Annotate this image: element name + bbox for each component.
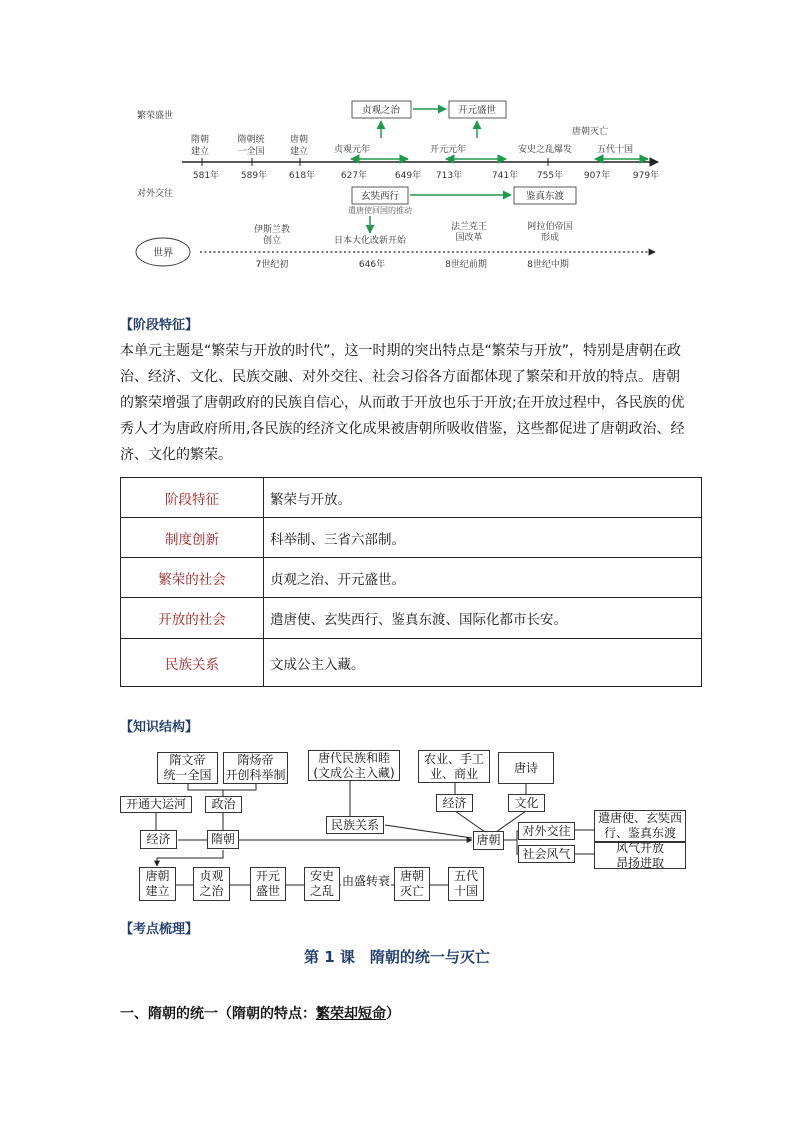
- box-tang: [473, 831, 504, 850]
- world-event-time: 7世纪初: [255, 260, 289, 270]
- decline-label: 由盛转衰: [342, 874, 391, 888]
- world-event-time: 8世纪中期: [527, 260, 569, 270]
- box-ethnic-relations: [326, 816, 384, 834]
- box-canal: [120, 796, 192, 813]
- box-line: 经济: [442, 795, 467, 810]
- table-key: 阶段特征: [121, 478, 264, 518]
- table-value: 贞观之治、开元盛世。: [264, 558, 702, 598]
- box-line: 之乱: [309, 884, 334, 898]
- event-label: 安史之乱爆发: [517, 145, 573, 155]
- box-yangdi: [223, 752, 288, 784]
- box-line: 唐诗: [513, 760, 538, 775]
- event-label: 唐朝: [289, 135, 309, 145]
- section-subheading: [120, 1003, 400, 1023]
- event-label: 隋朝统: [237, 135, 265, 145]
- box-wendi: [157, 752, 218, 784]
- box-line: 灭亡: [399, 884, 424, 898]
- box-line: 对外交往: [522, 823, 571, 838]
- row-label-foreign: 对外交往: [137, 189, 174, 199]
- event-year: 618年: [288, 171, 316, 181]
- world-event-label: 阿拉伯帝国: [527, 222, 573, 232]
- box-line: 唐朝: [399, 869, 424, 883]
- event-year: 589年: [240, 171, 268, 181]
- table-key: 民族关系: [121, 639, 264, 687]
- world-event-time: 8世纪前期: [445, 260, 487, 270]
- box-line: 隋文帝: [169, 753, 206, 767]
- box-line: 政治: [211, 797, 236, 811]
- box-line: 文化: [514, 795, 539, 810]
- lesson-title: 第 1 课 隋朝的统一与灭亡: [304, 948, 490, 966]
- event-label: 开元元年: [429, 145, 467, 155]
- jianzhen-box-label: 鉴真东渡: [525, 191, 565, 202]
- event-label: 建立: [289, 147, 309, 157]
- box-envoys: [594, 810, 686, 842]
- box-line: 唐朝: [145, 869, 170, 883]
- event-label: 一全国: [237, 147, 265, 157]
- box-line: 之治: [199, 884, 224, 898]
- box-line: 风气开放: [615, 840, 664, 855]
- box-tang-fall: [394, 867, 430, 901]
- table-value: 遣唐使、玄奘西行、鉴真东渡、国际化都市长安。: [264, 598, 702, 639]
- subheading-prefix: 一、隋朝的统一（隋朝的特点：: [120, 1006, 316, 1022]
- event-year: 627年: [340, 171, 368, 181]
- box-zhenguan: [193, 867, 230, 901]
- box-sui: [207, 830, 239, 849]
- box-line: 行、鉴真东渡: [603, 826, 676, 840]
- event-label: 隋朝: [190, 135, 210, 145]
- box-ethos: [594, 842, 686, 869]
- box-anshi: [304, 867, 340, 901]
- box-line: 唐代民族和睦: [317, 750, 390, 765]
- box-poetry: [498, 752, 554, 784]
- table-value: 科举制、三省六部制。: [264, 518, 702, 558]
- box-foreign: [518, 822, 575, 840]
- kaiyuan-box-label: 开元盛世: [457, 105, 497, 116]
- row-label-prosperity: 繁荣盛世: [137, 111, 174, 121]
- envoy-note: 遣唐使回国的推动: [348, 206, 412, 215]
- box-line: 开元: [255, 869, 280, 883]
- box-agriculture: [418, 750, 490, 783]
- box-line: 经济: [146, 832, 171, 846]
- stage-heading: 【阶段特征】: [120, 318, 199, 333]
- box-line: 十国: [453, 884, 478, 898]
- exam-heading: 【考点梳理】: [120, 922, 199, 937]
- xuanzang-box-label: 玄奘西行: [360, 191, 400, 202]
- subheading-suffix: ）: [386, 1006, 400, 1022]
- box-ethnic-harmony: [308, 750, 400, 781]
- event-year: 713年: [435, 171, 463, 181]
- box-line: 隋朝: [210, 832, 235, 846]
- box-politics: [205, 796, 242, 813]
- box-line: 唐朝: [476, 833, 501, 847]
- box-culture: [508, 794, 545, 812]
- event-label: 贞观元年: [333, 145, 371, 155]
- box-economy-sui: [140, 830, 177, 849]
- zhenguan-box-label: 贞观之治: [361, 105, 401, 116]
- world-event-label: 创立: [262, 236, 282, 246]
- box-five-dynasties: [448, 867, 484, 901]
- table-key: 开放的社会: [121, 598, 264, 639]
- structure-heading: 【知识结构】: [120, 720, 199, 735]
- box-line: 统一全国: [163, 768, 212, 782]
- world-event-label: 伊斯兰教: [253, 225, 291, 235]
- world-event-label: 法兰克王: [450, 222, 488, 232]
- event-label: 建立: [190, 147, 210, 157]
- box-line: 农业、手工: [423, 751, 484, 766]
- subheading-emphasis: 繁荣却短命: [316, 1006, 386, 1022]
- box-kaiyuan: [250, 867, 286, 901]
- event-label: 五代十国: [596, 145, 634, 155]
- stage-paragraph: 本单元主题是“繁荣与开放的时代”，这一时期的突出特点是“繁荣与开放”，特别是唐朝在政治、经济、文化、民族交融、对外交往、社会习俗各方面都体现了繁荣和开放的特点。唐朝的繁荣增强了唐朝政府的民族自信心，从而敢于开放也乐于开放;在开放过程中，各民族的优秀人才为唐政府所用,各民族的经济文化成果被唐朝所吸收借鉴，这些都促进了唐朝政治、经济、文化的繁荣。: [120, 343, 685, 463]
- tang-fall-label: 唐朝灭亡: [571, 127, 609, 137]
- event-year: 907年: [583, 171, 611, 181]
- box-line: 安史: [309, 869, 334, 883]
- box-line: (文成公主入藏): [313, 765, 395, 780]
- table-value: 文成公主入藏。: [264, 639, 702, 687]
- box-line: 社会风气: [522, 846, 571, 861]
- box-line: 盛世: [255, 884, 280, 898]
- event-year: 581年: [192, 171, 220, 181]
- box-line: 民族关系: [330, 817, 379, 832]
- box-tang-founded: [139, 867, 176, 901]
- box-line: 贞观: [199, 869, 224, 883]
- event-year: 649年: [394, 171, 422, 181]
- box-line: 遣唐使、玄奘西: [597, 811, 682, 825]
- table-key: 制度创新: [121, 518, 264, 558]
- event-year: 979年: [632, 171, 660, 181]
- table-key: 繁荣的社会: [121, 558, 264, 598]
- box-social: [518, 845, 575, 863]
- world-event-label: 日本大化改新开始: [333, 236, 407, 246]
- box-economy-tang: [436, 794, 473, 812]
- box-line: 业、商业: [429, 766, 478, 781]
- box-line: 五代: [453, 869, 478, 883]
- world-event-label: 国改革: [455, 233, 483, 243]
- box-line: 建立: [145, 884, 170, 898]
- box-line: 开通大运河: [125, 797, 186, 811]
- box-line: 隋炀帝: [237, 753, 274, 767]
- world-event-time: 646年: [358, 260, 386, 270]
- box-line: 昂扬进取: [615, 855, 664, 870]
- table-value: 繁荣与开放。: [264, 478, 702, 518]
- box-line: 开创科举制: [225, 768, 286, 782]
- event-year: 741年: [491, 171, 519, 181]
- event-year: 755年: [536, 171, 564, 181]
- world-event-label: 形成: [540, 233, 560, 243]
- world-label: 世界: [153, 248, 173, 259]
